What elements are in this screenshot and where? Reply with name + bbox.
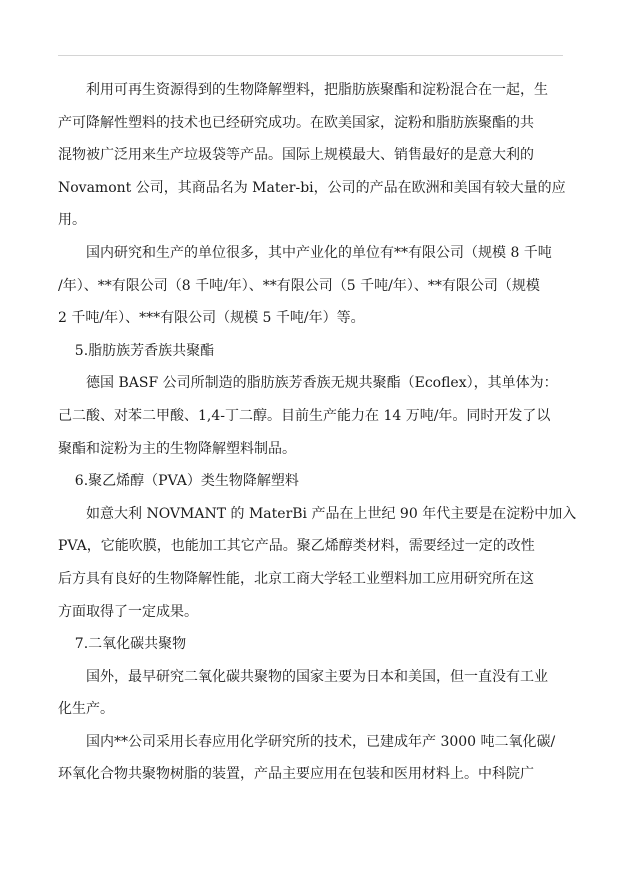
text-line: 后方具有良好的生物降解性能，北京工商大学轻工业塑料加工应用研究所在这 xyxy=(58,570,534,587)
document-body xyxy=(58,74,577,791)
text-line: 方面取得了一定成果。 xyxy=(58,603,198,620)
text-line: 利用可再生资源得到的生物降解塑料，把脂肪族聚酯和淀粉混合在一起，生 xyxy=(86,82,548,98)
text-line: 如意大利 NOVMANT 的 MaterBi 产品在上世纪 90 年代主要是在淀粉中加入 xyxy=(86,505,577,522)
text-line: PVA，它能吹膜，也能加工其它产品。聚乙烯醇类材料，需要经过一定的改性 xyxy=(58,538,535,555)
text-line: 产可降解性塑料的技术也已经研究成功。在欧美国家，淀粉和脂肪族聚酯的共 xyxy=(58,114,534,131)
text-line: 化生产。 xyxy=(58,701,114,718)
body-paragraph xyxy=(58,661,563,726)
text-line: 己二酸、对苯二甲酸、1,4-丁二醇。目前生产能力在 14 万吨/年。同时开发了以 xyxy=(58,407,551,424)
text-line: 2 千吨/年）、***有限公司（规模 5 千吨/年）等。 xyxy=(58,310,365,327)
section-heading xyxy=(58,628,563,661)
text-line: 用。 xyxy=(58,212,86,229)
text-line: 国内**公司采用长春应用化学研究所的技术，已建成年产 3000 吨二氧化碳/ xyxy=(86,733,556,750)
body-paragraph xyxy=(58,237,563,335)
text-line: 国内研究和生产的单位很多，其中产业化的单位有**有限公司（规模 8 千吨 xyxy=(86,244,552,261)
text-line: Novamont 公司，其商品名为 Mater-bi，公司的产品在欧洲和美国有较大量的应 xyxy=(58,179,566,196)
text-line: 聚酯和淀粉为主的生物降解塑料制品。 xyxy=(58,440,296,457)
text-line: 混物被广泛用来生产垃圾袋等产品。国际上规模最大、销售最好的是意大利的 xyxy=(58,147,534,164)
text-line: 环氧化合物共聚物树脂的装置，产品主要应用在包装和医用材料上。中科院广 xyxy=(58,766,534,783)
text-line: 7.二氧化碳共聚物 xyxy=(74,636,187,653)
header-rule xyxy=(58,55,563,56)
text-line: 德国 BASF 公司所制造的脂肪族芳香族无规共聚酯（Ecoflex），其单体为： xyxy=(86,375,558,392)
section-heading xyxy=(58,335,563,368)
body-paragraph xyxy=(58,726,563,791)
text-line: 国外，最早研究二氧化碳共聚物的国家主要为日本和美国，但一直没有工业 xyxy=(86,668,548,685)
body-paragraph xyxy=(58,367,563,465)
text-line: /年）、**有限公司（8 千吨/年）、**有限公司（5 千吨/年）、**有限公司（规模 xyxy=(58,277,540,294)
section-heading xyxy=(58,465,563,498)
text-line: 6.聚乙烯醇（PVA）类生物降解塑料 xyxy=(74,473,299,490)
body-paragraph xyxy=(58,498,577,628)
text-line: 5.脂肪族芳香族共聚酯 xyxy=(74,342,215,359)
body-paragraph xyxy=(58,74,566,237)
